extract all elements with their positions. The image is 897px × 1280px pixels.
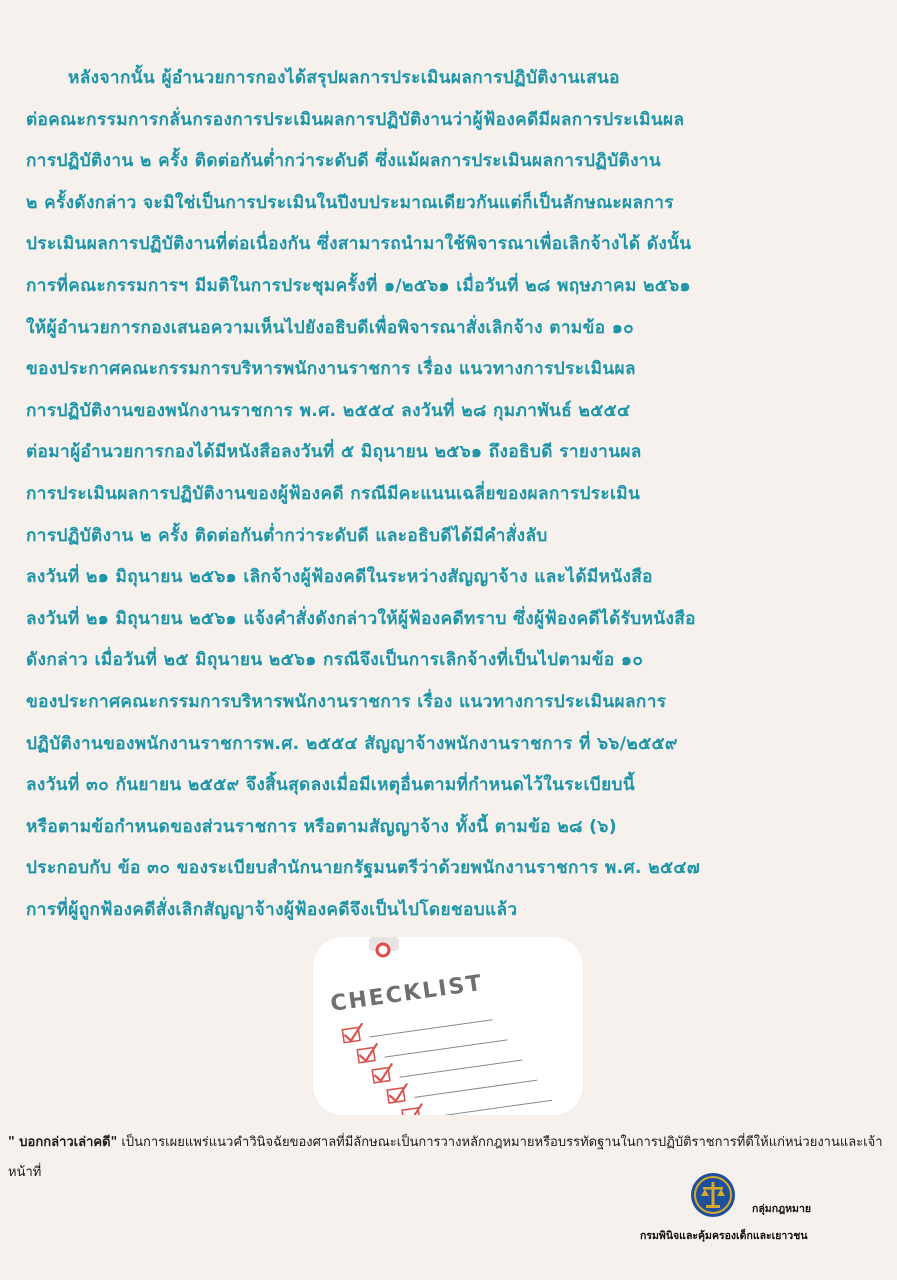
- paragraph-line: ประกอบกับ ข้อ ๓๐ ของระเบียบสำนักนายกรัฐมนตรีว่าด้วยพนักงานราชการ พ.ศ. ๒๕๔๗: [26, 858, 701, 879]
- paragraph-line: ของประกาศคณะกรรมการบริหารพนักงานราชการ เรื่อง แนวทางการประเมินผลการ: [26, 691, 667, 712]
- paragraph-line: การปฏิบัติงาน ๒ ครั้ง ติดต่อกันต่ำกว่าระดับดี ซึ่งแม้ผลการประเมินผลการปฏิบัติงาน: [26, 151, 662, 172]
- checklist-line: [385, 1040, 508, 1057]
- paragraph-line: ลงวันที่ ๒๑ มิถุนายน ๒๕๖๑ แจ้งคำสั่งดังกล่าวให้ผู้ฟ้องคดีทราบ ซึ่งผู้ฟ้องคดีได้รับหนังสือ: [26, 608, 696, 629]
- paragraph-line: การประเมินผลการปฏิบัติงานของผู้ฟ้องคดี กรณีมีคะแนนเฉลี่ยของผลการประเมิน: [26, 483, 641, 504]
- disclaimer-note: [8, 1128, 893, 1188]
- paragraph-line: ลงวันที่ ๓๐ กันยายน ๒๕๕๙ จึงสิ้นสุดลงเมื่อมีเหตุอื่นตามที่กำหนดไว้ในระเบียบนี้: [26, 775, 636, 796]
- check-mark-icon: [389, 1084, 409, 1101]
- department-logo-icon: [690, 1172, 736, 1218]
- paragraph-line: ต่อคณะกรรมการกลั่นกรองการประเมินผลการปฏิบัติงานว่าผู้ฟ้องคดีมีผลการประเมินผล: [26, 109, 685, 130]
- paragraph-line: หลังจากนั้น ผู้อำนวยการกองได้สรุปผลการประเมินผลการปฏิบัติงานเสนอ: [68, 68, 620, 88]
- check-mark-icon: [374, 1064, 394, 1081]
- checklist-illustration: [313, 937, 583, 1115]
- paragraph-line: ดังกล่าว เมื่อวันที่ ๒๕ มิถุนายน ๒๕๖๑ กรณีจึงเป็นการเลิกจ้างที่เป็นไปตามข้อ ๑๐: [26, 650, 644, 671]
- paragraph-line: ของประกาศคณะกรรมการบริหารพนักงานราชการ เรื่อง แนวทางการประเมินผล: [26, 359, 636, 380]
- pen-icon: [369, 937, 399, 956]
- paragraph-line: หรือตามข้อกำหนดของส่วนราชการ หรือตามสัญญาจ้าง ทั้งนี้ ตามข้อ ๒๘ (๖): [26, 816, 617, 837]
- paragraph-line: การที่ผู้ถูกฟ้องคดีสั่งเลิกสัญญาจ้างผู้ฟ้องคดีจึงเป็นไปโดยชอบแล้ว: [26, 899, 518, 920]
- disclaimer-text: เป็นการเผยแพร่แนวคำวินิจฉัยของศาลที่มีลักษณะเป็นการวางหลักกฎหมายหรือบรรทัดฐานในการปฏิบัติราชการที่ดีให้แก่หน่วยงานและเจ้าหน้าที่: [8, 1135, 883, 1180]
- paragraph-line: การปฏิบัติงาน ๒ ครั้ง ติดต่อกันต่ำกว่าระดับดี และอธิบดีได้มีคำสั่งลับ: [26, 525, 548, 546]
- quote-label: " บอกกล่าวเล่าคดี": [8, 1135, 118, 1150]
- paragraph-line: ปฏิบัติงานของพนักงานราชการพ.ศ. ๒๕๕๔ สัญญาจ้างพนักงานราชการ ที่ ๖๖/๒๕๕๙: [26, 733, 678, 754]
- check-mark-icon: [359, 1044, 379, 1061]
- org-unit-label: กลุ่มกฎหมาย: [752, 1203, 812, 1215]
- paragraph-line: การที่คณะกรรมการฯ มีมติในการประชุมครั้งที่ ๑/๒๕๖๑ เมื่อวันที่ ๒๘ พฤษภาคม ๒๕๖๑: [26, 275, 691, 296]
- paragraph-line: ๒ ครั้งดังกล่าว จะมิใช่เป็นการประเมินในปีงบประมาณเดียวกันแต่ก็เป็นลักษณะผลการ: [26, 192, 674, 213]
- check-mark-icon: [344, 1024, 364, 1041]
- checklist-line: [370, 1020, 493, 1037]
- paragraph-line: ประเมินผลการปฏิบัติงานที่ต่อเนื่องกัน ซึ่งสามารถนำมาใช้พิจารณาเพื่อเลิกจ้างได้ ดังนั้น: [26, 234, 692, 255]
- paragraph-line: ต่อมาผู้อำนวยการกองได้มีหนังสือลงวันที่ ๕ มิถุนายน ๒๕๖๑ ถึงอธิบดี รายงานผล: [26, 442, 642, 463]
- checklist-line: [414, 1080, 537, 1097]
- checklist-graphic: [313, 937, 583, 1115]
- org-department-label: กรมพินิจและคุ้มครองเด็กและเยาวชน: [640, 1230, 808, 1242]
- checklist-line: [400, 1060, 523, 1077]
- paragraph-line: การปฏิบัติงานของพนักงานราชการ พ.ศ. ๒๕๕๔ ลงวันที่ ๒๘ กุมภาพันธ์ ๒๕๕๔: [26, 400, 631, 421]
- checklist-line: [429, 1100, 552, 1115]
- checklist-heading: CHECKLIST: [329, 970, 485, 1017]
- paragraph-line: ลงวันที่ ๒๑ มิถุนายน ๒๕๖๑ เลิกจ้างผู้ฟ้องคดีในระหว่างสัญญาจ้าง และได้มีหนังสือ: [26, 567, 653, 588]
- paragraph-line: ให้ผู้อำนวยการกองเสนอความเห็นไปยังอธิบดีเพื่อพิจารณาสั่งเลิกจ้าง ตามข้อ ๑๐: [26, 317, 635, 338]
- judgment-paragraph: [26, 58, 886, 931]
